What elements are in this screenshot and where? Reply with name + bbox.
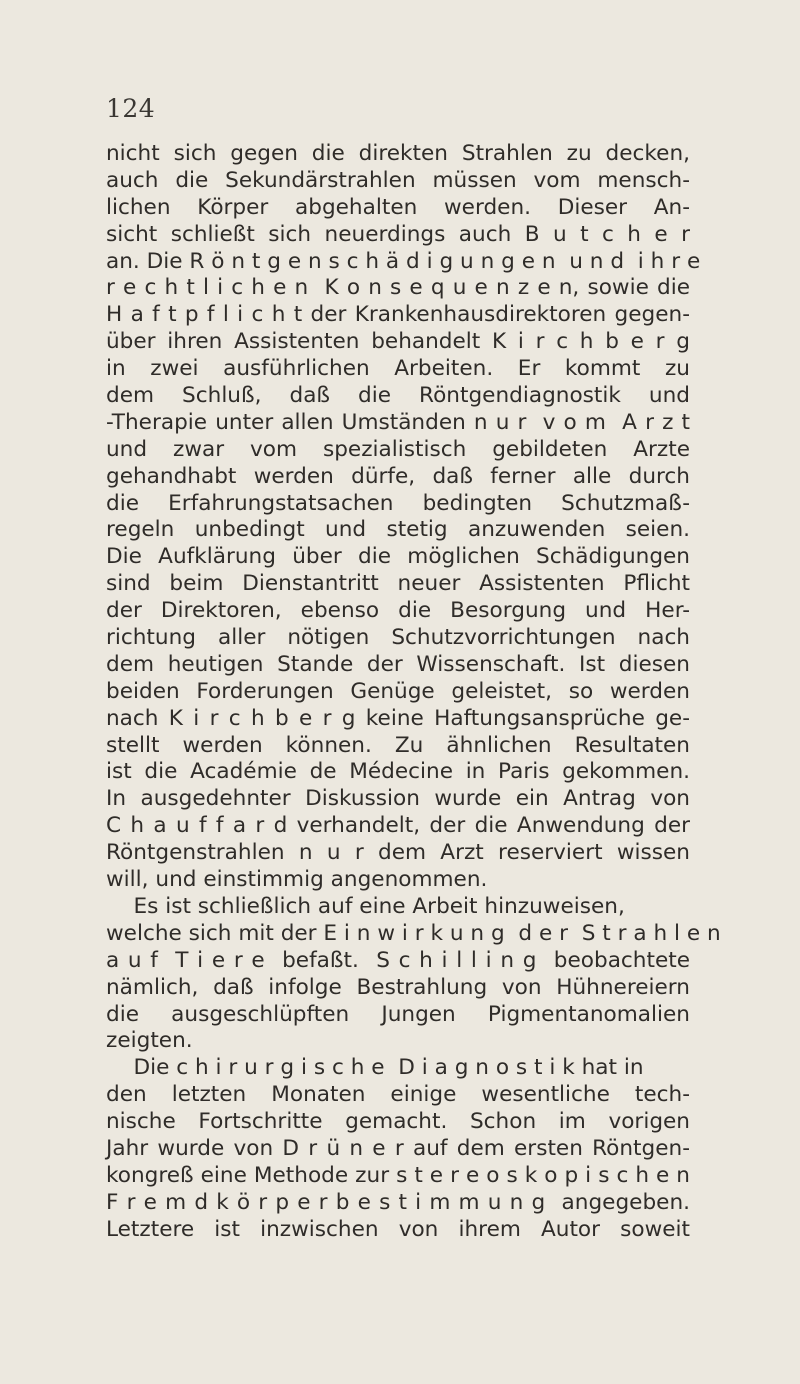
text-line: der Direktoren, ebenso die Besorgung und Her- xyxy=(106,598,690,624)
text-line: In ausgedehnter Diskussion wurde ein Antrag von xyxy=(106,786,690,812)
text-line: nische Fortschritte gemacht. Schon im vorigen xyxy=(106,1109,690,1135)
text-line: nach K i r c h b e r g keine Haftungsansprüche ge- xyxy=(106,705,690,731)
text-line: dem heutigen Stande der Wissenschaft. Ist diesen xyxy=(106,651,690,677)
text-line: gehandhabt werden dürfe, daß ferner alle durch xyxy=(106,463,690,489)
text-line: in zwei ausführlichen Arbeiten. Er kommt zu xyxy=(106,356,690,382)
text-line: C h a u f f a r d verhandelt, der die Anwendung der xyxy=(106,813,690,839)
text-line: will, und einstimmig angenommen. xyxy=(106,867,488,893)
page-number: 124 xyxy=(106,94,156,123)
text-line: die Erfahrungstatsachen bedingten Schutzmaß- xyxy=(106,490,690,516)
text-line: kongreß eine Methode zur s t e r e o s k o p i s c h e n xyxy=(106,1162,690,1188)
text-line: Es ist schließlich auf eine Arbeit hinzuweisen, xyxy=(106,893,625,919)
text-line: Letztere ist inzwischen von ihrem Autor soweit xyxy=(106,1216,690,1242)
text-line: welche sich mit der E i n w i r k u n g d e r S t r a h l e n xyxy=(106,920,721,946)
text-line: stellt werden können. Zu ähnlichen Resultaten xyxy=(106,732,690,758)
text-line: über ihren Assistenten behandelt K i r c h b e r g xyxy=(106,329,690,355)
text-line: F r e m d k ö r p e r b e s t i m m u n g angegeben. xyxy=(106,1189,690,1215)
text-line: H a f t p f l i c h t der Krankenhausdirektoren gegen- xyxy=(106,302,690,328)
text-line: dem Schluß, daß die Röntgendiagnostik und xyxy=(106,383,690,409)
text-line: r e c h t l i c h e n K o n s e q u e n z e n, sowie die xyxy=(106,275,690,301)
text-line: lichen Körper abgehalten werden. Dieser An- xyxy=(106,194,690,220)
text-line: Röntgenstrahlen n u r dem Arzt reserviert wissen xyxy=(106,840,690,866)
text-line: ist die Académie de Médecine in Paris gekommen. xyxy=(106,759,690,785)
text-line: sicht schließt sich neuerdings auch B u t c h e r xyxy=(106,221,690,247)
text-line: den letzten Monaten einige wesentliche tech- xyxy=(106,1082,690,1108)
text-line: an. Die R ö n t g e n s c h ä d i g u n g e n u n d i h r e xyxy=(106,248,701,274)
text-line: beiden Forderungen Genüge geleistet, so werden xyxy=(106,678,690,704)
text-line: zeigten. xyxy=(106,1028,193,1054)
text-line: richtung aller nötigen Schutzvorrichtungen nach xyxy=(106,625,690,651)
text-line: Die Aufklärung über die möglichen Schädigungen xyxy=(106,544,690,570)
text-line: regeln unbedingt und stetig anzuwenden seien. xyxy=(106,517,690,543)
text-line: -Therapie unter allen Umständen n u r v o m A r z t xyxy=(106,409,690,435)
body-text xyxy=(106,141,721,1244)
text-line: auch die Sekundärstrahlen müssen vom mensch- xyxy=(106,167,690,193)
text-line: a u f T i e r e befaßt. S c h i l l i n g beobachtete xyxy=(106,947,690,973)
text-line: Die c h i r u r g i s c h e D i a g n o s t i k hat in xyxy=(106,1055,644,1081)
text-line: die ausgeschlüpften Jungen Pigmentanomalien xyxy=(106,1001,690,1027)
text-line: Jahr wurde von D r ü n e r auf dem ersten Röntgen- xyxy=(106,1135,690,1161)
text-line: nämlich, daß infolge Bestrahlung von Hühnereiern xyxy=(106,974,690,1000)
text-line: nicht sich gegen die direkten Strahlen zu decken, xyxy=(106,141,690,166)
text-line: sind beim Dienstantritt neuer Assistenten Pflicht xyxy=(106,571,690,597)
text-line: und zwar vom spezialistisch gebildeten Arzte xyxy=(106,436,690,462)
